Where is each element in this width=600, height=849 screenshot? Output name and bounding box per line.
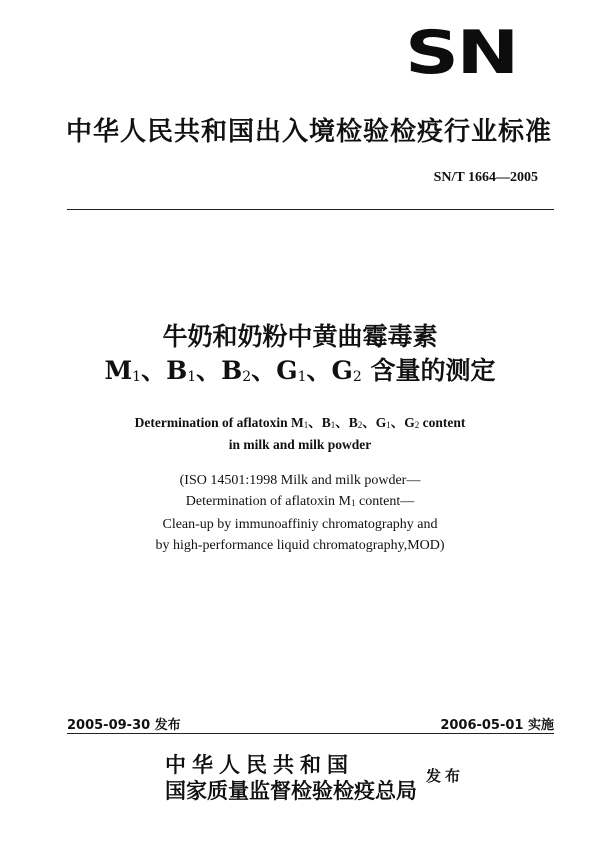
top-divider [67, 209, 554, 210]
issue-date: 2005-09-30 发布 [67, 718, 181, 733]
en-line1-sub: 2 [357, 420, 363, 430]
issuer-line1: 中华人民共和国 [165, 753, 354, 777]
en-line1-sub: 1 [386, 420, 391, 430]
cn-line2-sub: 2 [242, 369, 252, 385]
iso-reference [0, 470, 600, 556]
iso-line2 [0, 491, 600, 514]
cn-line2-seg: 、B [196, 356, 243, 385]
english-title-line1 [0, 413, 600, 435]
implementation-date: 2006-05-01 实施 [440, 718, 554, 733]
en-line1-seg: 、B [308, 415, 331, 430]
en-line1-seg: Determination of aflatoxin M [134, 415, 304, 430]
chinese-title-line2 [0, 354, 600, 394]
en-line1-sub: 1 [303, 420, 309, 430]
cn-line2-sub: 2 [352, 369, 362, 385]
chinese-title [0, 320, 600, 394]
sn-logo: SN [405, 18, 517, 88]
english-title-line2: in milk and milk powder [228, 437, 372, 452]
iso-line1: (ISO 14501:1998 Milk and milk powder— [179, 473, 421, 488]
chinese-title-line1: 牛奶和奶粉中黄曲霉毒素 [162, 322, 438, 351]
cn-line2-seg: 、G [251, 356, 298, 385]
issuing-authority [165, 752, 417, 804]
cn-line2-sub: 1 [297, 369, 307, 385]
iso-line4: by high-performance liquid chromatography,MOD) [155, 538, 445, 553]
en-line1-seg: 、G [390, 415, 415, 430]
bottom-divider [67, 733, 554, 734]
standard-number: SN/T 1664—2005 [433, 170, 538, 185]
en-line1-seg: content [419, 415, 466, 430]
cn-line2-seg: 含量的测定 [361, 356, 496, 385]
en-line1-sub: 1 [330, 420, 336, 430]
en-line1-sub: 2 [414, 420, 420, 430]
issuer-line2: 国家质量监督检验检疫总局 [165, 779, 417, 803]
en-line1-seg: 、G [362, 415, 387, 430]
iso-line2-seg: Determination of aflatoxin M [185, 494, 351, 509]
cn-line2-sub: 1 [187, 369, 197, 385]
iso-line3: Clean-up by immunoaffiniy chromatography and [162, 517, 438, 532]
cn-line2-seg: M [104, 356, 133, 385]
cn-line2-sub: 1 [132, 369, 142, 385]
english-title [0, 413, 600, 455]
en-line1-seg: 、B [335, 415, 358, 430]
publish-label: 发布 [426, 767, 465, 785]
cn-line2-seg: 、B [141, 356, 188, 385]
standard-category: 中华人民共和国出入境检验检疫行业标准 [66, 117, 553, 147]
iso-line2-seg: content— [355, 494, 415, 509]
iso-line2-sub: 1 [351, 498, 356, 508]
cn-line2-seg: 、G [306, 356, 353, 385]
